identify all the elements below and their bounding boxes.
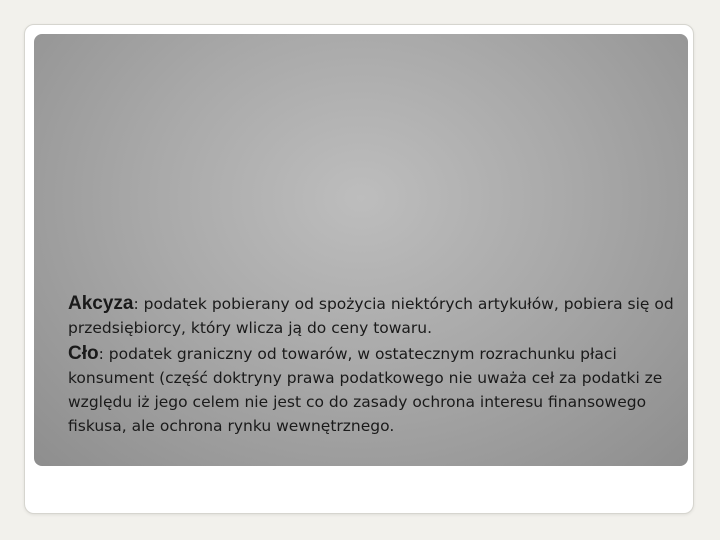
definition-akcyza: : podatek pobierany od spożycia niektórych artykułów, pobiera się od przedsiębiorcy, który wlicza ją do ceny towaru. (68, 295, 674, 337)
paragraph-clo (68, 342, 680, 438)
term-clo: Cło (68, 343, 99, 364)
slide-text-body (68, 292, 680, 438)
term-akcyza: Akcyza (68, 293, 134, 314)
paragraph-akcyza (68, 292, 680, 340)
definition-clo: : podatek graniczny od towarów, w ostatecznym rozrachunku płaci konsument (część doktryny prawa podatkowego nie uważa ceł za podatki ze względu iż jego celem nie jest co do zasady ochrona interesu finansowego fiskusa, ale ochrona rynku wewnętrznego. (68, 345, 663, 435)
